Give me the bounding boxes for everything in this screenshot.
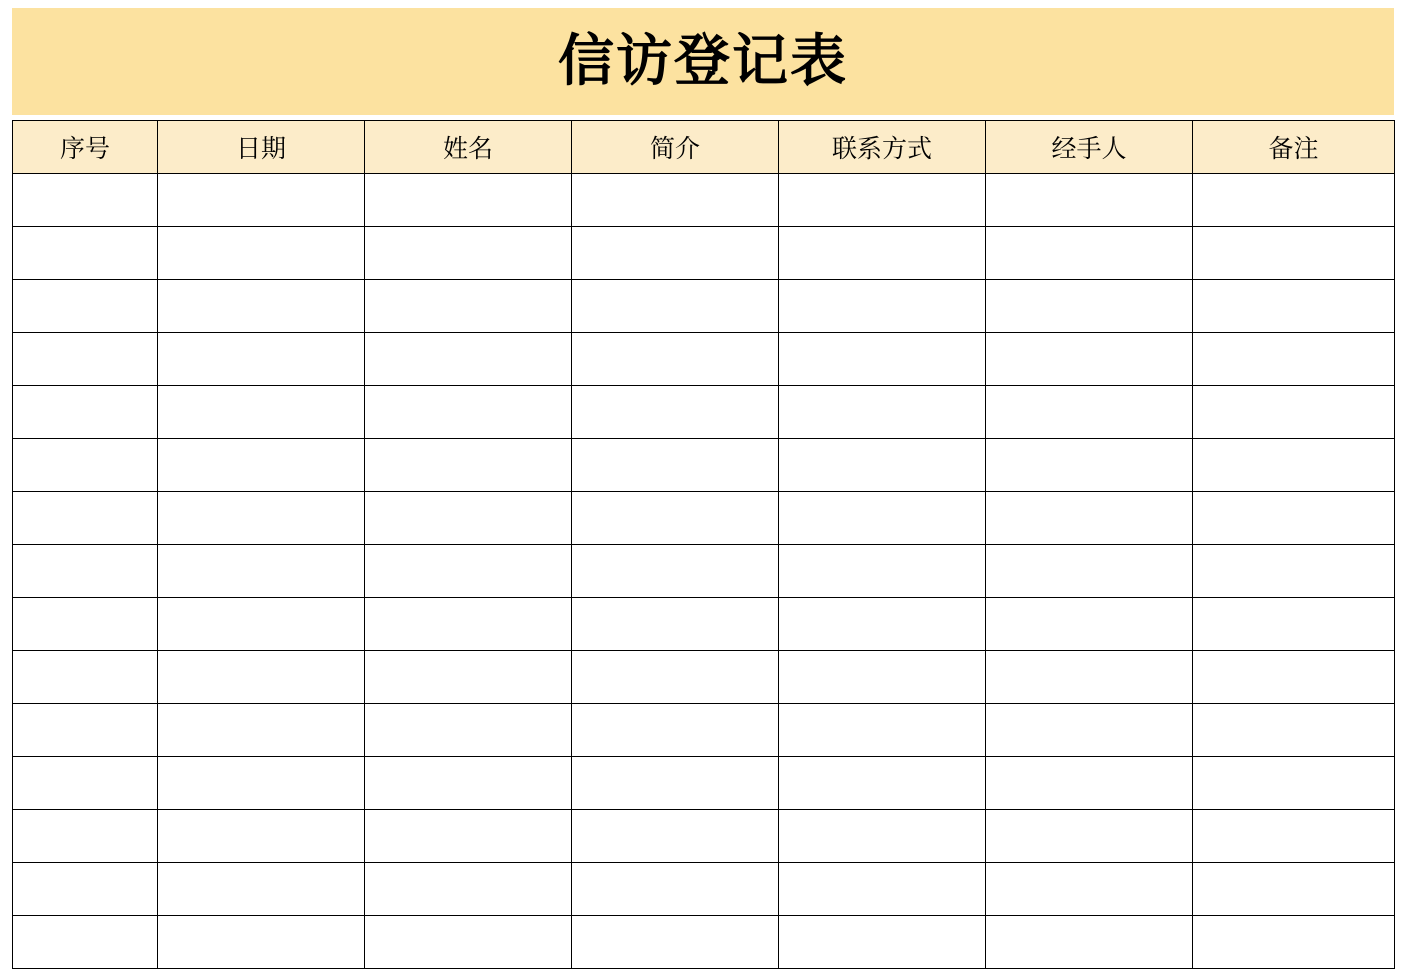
table-cell-name[interactable] bbox=[365, 757, 572, 810]
table-row bbox=[13, 704, 1395, 757]
table-cell-contact[interactable] bbox=[779, 704, 986, 757]
table-row bbox=[13, 227, 1395, 280]
table-cell-summary[interactable] bbox=[572, 492, 779, 545]
table-cell-summary[interactable] bbox=[572, 227, 779, 280]
table-cell-handler[interactable] bbox=[986, 333, 1193, 386]
table-cell-contact[interactable] bbox=[779, 757, 986, 810]
table-cell-handler[interactable] bbox=[986, 651, 1193, 704]
table-cell-summary[interactable] bbox=[572, 863, 779, 916]
table-cell-date[interactable] bbox=[158, 863, 365, 916]
table-cell-remark[interactable] bbox=[1193, 651, 1395, 704]
table-row bbox=[13, 174, 1395, 227]
table-cell-remark[interactable] bbox=[1193, 492, 1395, 545]
table-cell-date[interactable] bbox=[158, 598, 365, 651]
table-row bbox=[13, 492, 1395, 545]
table-cell-remark[interactable] bbox=[1193, 704, 1395, 757]
table-cell-seq[interactable] bbox=[13, 227, 158, 280]
table-cell-remark[interactable] bbox=[1193, 863, 1395, 916]
table-cell-date[interactable] bbox=[158, 333, 365, 386]
table-cell-handler[interactable] bbox=[986, 916, 1193, 969]
table-row bbox=[13, 439, 1395, 492]
table-cell-seq[interactable] bbox=[13, 333, 158, 386]
table-row bbox=[13, 651, 1395, 704]
table-row bbox=[13, 863, 1395, 916]
table-cell-contact[interactable] bbox=[779, 598, 986, 651]
table-cell-name[interactable] bbox=[365, 386, 572, 439]
table-cell-seq[interactable] bbox=[13, 439, 158, 492]
table-cell-seq[interactable] bbox=[13, 492, 158, 545]
table-cell-contact[interactable] bbox=[779, 916, 986, 969]
table-body bbox=[13, 174, 1395, 969]
table-cell-name[interactable] bbox=[365, 916, 572, 969]
table-cell-name[interactable] bbox=[365, 651, 572, 704]
table-cell-remark[interactable] bbox=[1193, 280, 1395, 333]
table-cell-date[interactable] bbox=[158, 280, 365, 333]
table-cell-contact[interactable] bbox=[779, 439, 986, 492]
table-cell-seq[interactable] bbox=[13, 916, 158, 969]
table-cell-remark[interactable] bbox=[1193, 916, 1395, 969]
table-row bbox=[13, 545, 1395, 598]
table-cell-name[interactable] bbox=[365, 439, 572, 492]
table-cell-summary[interactable] bbox=[572, 651, 779, 704]
table-cell-name[interactable] bbox=[365, 863, 572, 916]
table-cell-handler[interactable] bbox=[986, 757, 1193, 810]
table-cell-summary[interactable] bbox=[572, 704, 779, 757]
table-cell-seq[interactable] bbox=[13, 757, 158, 810]
table-cell-name[interactable] bbox=[365, 810, 572, 863]
table-cell-seq[interactable] bbox=[13, 174, 158, 227]
table-row bbox=[13, 386, 1395, 439]
table-cell-seq[interactable] bbox=[13, 545, 158, 598]
table-cell-contact[interactable] bbox=[779, 810, 986, 863]
column-header-remark: 备注 bbox=[1193, 121, 1395, 174]
table-cell-summary[interactable] bbox=[572, 545, 779, 598]
table-cell-remark[interactable] bbox=[1193, 598, 1395, 651]
table-cell-handler[interactable] bbox=[986, 386, 1193, 439]
table-cell-date[interactable] bbox=[158, 916, 365, 969]
table-cell-contact[interactable] bbox=[779, 280, 986, 333]
table-cell-seq[interactable] bbox=[13, 704, 158, 757]
table-row bbox=[13, 280, 1395, 333]
table-row bbox=[13, 810, 1395, 863]
table-row bbox=[13, 916, 1395, 969]
table-cell-contact[interactable] bbox=[779, 174, 986, 227]
table-cell-seq[interactable] bbox=[13, 863, 158, 916]
table-cell-summary[interactable] bbox=[572, 333, 779, 386]
table-cell-remark[interactable] bbox=[1193, 174, 1395, 227]
table-cell-handler[interactable] bbox=[986, 439, 1193, 492]
table-cell-date[interactable] bbox=[158, 227, 365, 280]
column-header-name: 姓名 bbox=[365, 121, 572, 174]
table-cell-seq[interactable] bbox=[13, 810, 158, 863]
table-cell-date[interactable] bbox=[158, 810, 365, 863]
table-cell-summary[interactable] bbox=[572, 386, 779, 439]
table-cell-handler[interactable] bbox=[986, 598, 1193, 651]
table-cell-seq[interactable] bbox=[13, 651, 158, 704]
table-cell-seq[interactable] bbox=[13, 386, 158, 439]
column-header-seq: 序号 bbox=[13, 121, 158, 174]
table-cell-contact[interactable] bbox=[779, 545, 986, 598]
table-cell-remark[interactable] bbox=[1193, 439, 1395, 492]
table-cell-handler[interactable] bbox=[986, 863, 1193, 916]
table-cell-contact[interactable] bbox=[779, 386, 986, 439]
column-header-handler: 经手人 bbox=[986, 121, 1193, 174]
table-cell-name[interactable] bbox=[365, 598, 572, 651]
table-cell-summary[interactable] bbox=[572, 280, 779, 333]
table-cell-contact[interactable] bbox=[779, 227, 986, 280]
table-cell-handler[interactable] bbox=[986, 704, 1193, 757]
table-cell-handler[interactable] bbox=[986, 545, 1193, 598]
table-cell-handler[interactable] bbox=[986, 280, 1193, 333]
table-cell-seq[interactable] bbox=[13, 280, 158, 333]
table-cell-remark[interactable] bbox=[1193, 757, 1395, 810]
table-cell-date[interactable] bbox=[158, 439, 365, 492]
table-cell-date[interactable] bbox=[158, 386, 365, 439]
table-cell-contact[interactable] bbox=[779, 651, 986, 704]
table-cell-remark[interactable] bbox=[1193, 545, 1395, 598]
table-header-row bbox=[13, 121, 1395, 174]
table-cell-summary[interactable] bbox=[572, 439, 779, 492]
table-cell-name[interactable] bbox=[365, 333, 572, 386]
registration-table bbox=[12, 120, 1395, 969]
table-cell-name[interactable] bbox=[365, 280, 572, 333]
table-header bbox=[13, 121, 1395, 174]
table-cell-name[interactable] bbox=[365, 545, 572, 598]
table-cell-summary[interactable] bbox=[572, 174, 779, 227]
table-row bbox=[13, 757, 1395, 810]
table-cell-date[interactable] bbox=[158, 651, 365, 704]
table-cell-date[interactable] bbox=[158, 757, 365, 810]
table-row bbox=[13, 333, 1395, 386]
column-header-summary: 简介 bbox=[572, 121, 779, 174]
table-cell-handler[interactable] bbox=[986, 810, 1193, 863]
title-banner bbox=[12, 8, 1394, 115]
table-cell-date[interactable] bbox=[158, 174, 365, 227]
column-header-contact: 联系方式 bbox=[779, 121, 986, 174]
table-cell-summary[interactable] bbox=[572, 916, 779, 969]
table-cell-contact[interactable] bbox=[779, 863, 986, 916]
table-cell-contact[interactable] bbox=[779, 333, 986, 386]
column-header-date: 日期 bbox=[158, 121, 365, 174]
table-cell-name[interactable] bbox=[365, 227, 572, 280]
table-cell-contact[interactable] bbox=[779, 492, 986, 545]
table-cell-remark[interactable] bbox=[1193, 333, 1395, 386]
table-cell-date[interactable] bbox=[158, 492, 365, 545]
table-cell-summary[interactable] bbox=[572, 810, 779, 863]
table-cell-name[interactable] bbox=[365, 174, 572, 227]
table-cell-seq[interactable] bbox=[13, 598, 158, 651]
table-row bbox=[13, 598, 1395, 651]
table-cell-name[interactable] bbox=[365, 704, 572, 757]
table-cell-remark[interactable] bbox=[1193, 386, 1395, 439]
table-cell-remark[interactable] bbox=[1193, 810, 1395, 863]
table-cell-summary[interactable] bbox=[572, 598, 779, 651]
table-cell-remark[interactable] bbox=[1193, 227, 1395, 280]
table-cell-name[interactable] bbox=[365, 492, 572, 545]
table-cell-summary[interactable] bbox=[572, 757, 779, 810]
table-cell-handler[interactable] bbox=[986, 227, 1193, 280]
table-cell-handler[interactable] bbox=[986, 492, 1193, 545]
table-cell-handler[interactable] bbox=[986, 174, 1193, 227]
table-cell-date[interactable] bbox=[158, 545, 365, 598]
page-title: 信访登记表 bbox=[558, 28, 848, 94]
table-cell-date[interactable] bbox=[158, 704, 365, 757]
